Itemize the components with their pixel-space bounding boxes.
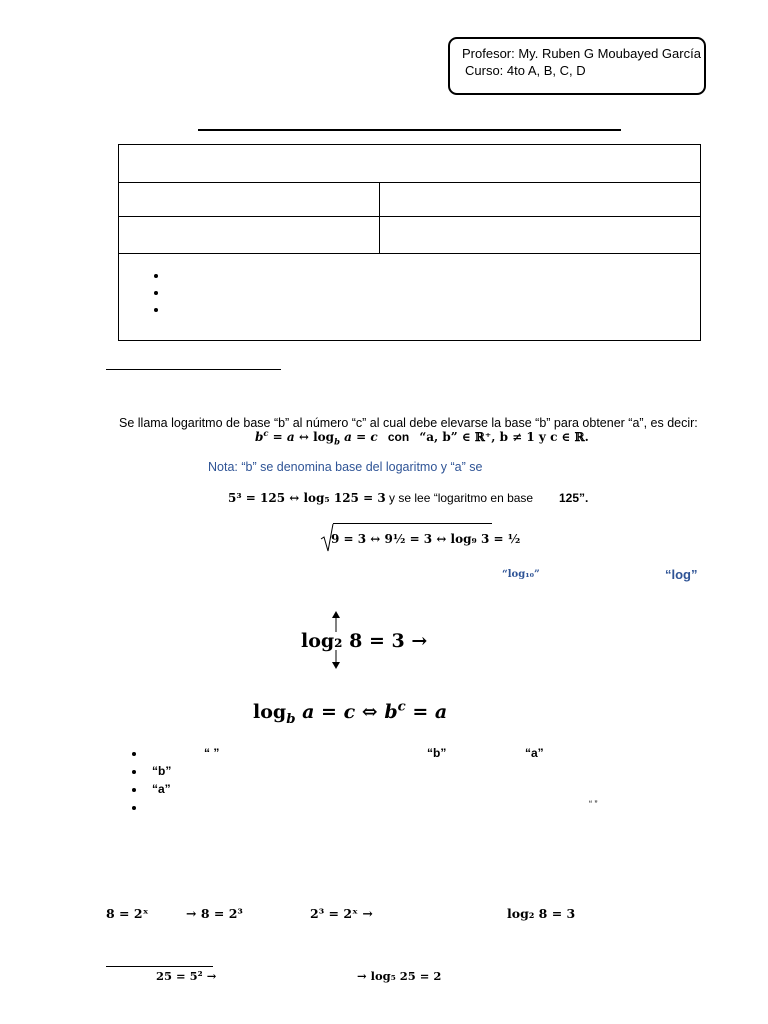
student-info-table [118, 144, 701, 341]
bullet-1-quote: “ ” [204, 746, 220, 760]
section-underline [106, 369, 281, 370]
example-1-formula: 5³ = 125 ↔ log₅ 125 = 3 [228, 491, 386, 505]
bullet-dot [132, 806, 136, 810]
equivalence-formula: $\log_b a = c$ ⇔ $b^c = a$ [253, 699, 448, 727]
worked-result-2: → log₅ 25 = 2 [357, 969, 442, 983]
worked-underline [106, 966, 213, 967]
bullet-1-a: “a” [525, 746, 544, 760]
definition-formula: $b^c = a$ ↔ $\log_b a = c$ con “a, b” ∈ ℝ⁺, b ≠ 1 y c ∈ ℝ. [255, 428, 589, 447]
bullet-3-a: “a” [152, 782, 171, 796]
bullet-dot [154, 291, 158, 295]
bullet-2-b: “b” [152, 764, 172, 778]
definition-condition: “a, b” ∈ ℝ⁺, b ≠ 1 y c ∈ ℝ. [419, 430, 589, 444]
worked-step-2: → 8 = 2³ [186, 906, 243, 921]
table-row [119, 253, 700, 254]
log-notation: “log” [665, 567, 698, 582]
con-word: con [387, 430, 410, 444]
example-1-tail: 125”. [559, 491, 589, 505]
diagram-formula: log₂ 8 = 3 → [301, 630, 428, 652]
bullet-dot [132, 788, 136, 792]
example-2-formula: 9 = 3 ↔ 9½ = 3 ↔ log₉ 3 = ½ [331, 532, 521, 546]
title-underline [198, 129, 621, 131]
worked-result: log₂ 8 = 3 [507, 906, 576, 921]
bullet-dot [154, 308, 158, 312]
bullet-1-b: “b” [427, 746, 447, 760]
bullet-dot [132, 752, 136, 756]
worked-step-4: 25 = 5² → [156, 969, 217, 983]
course-line: Curso: 4to A, B, C, D [465, 63, 586, 78]
worked-step-3: 2³ = 2ˣ → [310, 906, 373, 921]
bullet-4-quote: “ ” [589, 799, 598, 809]
table-row [119, 182, 700, 183]
table-column-separator [379, 182, 380, 253]
example-1 [228, 491, 533, 505]
radical-bar [333, 523, 492, 524]
professor-info-box [448, 37, 706, 95]
note-text: Nota: “b” se denomina base del logaritmo y “a” se [208, 460, 483, 474]
log10-notation: “log₁₀” [502, 569, 540, 580]
table-row [119, 216, 700, 217]
bullet-dot [154, 274, 158, 278]
bullet-dot [132, 770, 136, 774]
worked-step-1: 8 = 2ˣ [106, 906, 149, 921]
definition-text: Se llama logaritmo de base “b” al número “c” al cual debe elevarse la base “b” para obtener “a”, es decir: [119, 416, 698, 430]
example-1-reading: y se lee “logaritmo en base [389, 491, 534, 505]
teacher-line: Profesor: My. Ruben G Moubayed García [462, 46, 701, 61]
